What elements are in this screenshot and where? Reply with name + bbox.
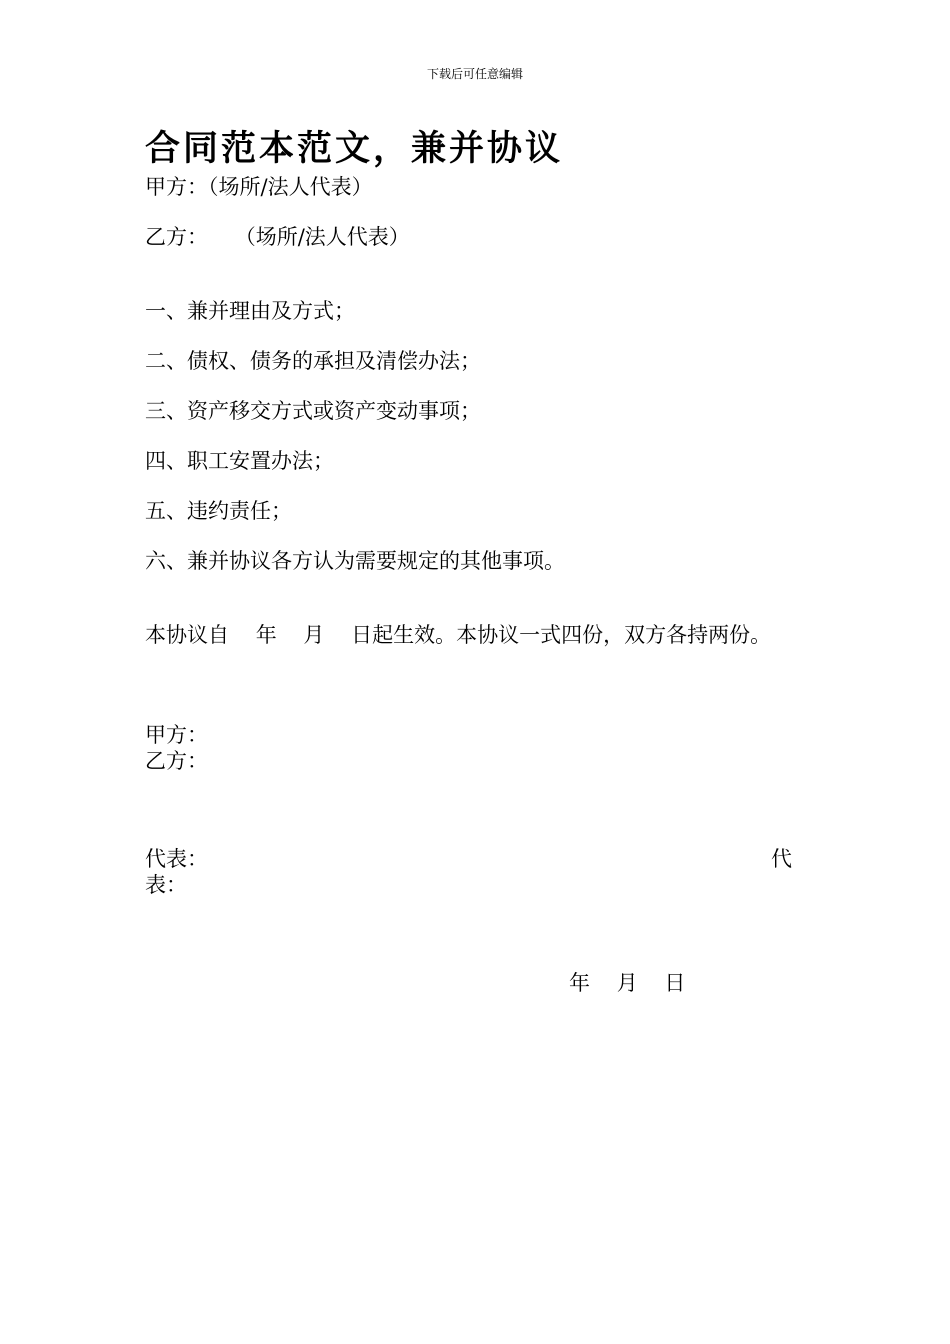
header-note: 下载后可任意编辑 xyxy=(426,67,523,81)
clause-item: 五、违约责任； xyxy=(145,499,292,523)
effective-clause: 本协议自 年 月 日起生效。本协议一式四份，双方各持两份。 xyxy=(145,623,772,647)
party-b-line: 乙方： （场所/法人代表） xyxy=(145,225,410,249)
signature-date: 年 月 日 xyxy=(569,971,686,995)
party-a-line: 甲方：（场所/法人代表） xyxy=(145,175,373,199)
document-title: 合同范本范文，兼并协议 xyxy=(145,129,564,169)
clause-item: 三、资产移交方式或资产变动事项； xyxy=(145,399,481,423)
signature-party-a: 甲方： xyxy=(145,723,208,747)
representative-b-label-start: 代 xyxy=(771,847,792,871)
representative-b-label-end: 表： xyxy=(145,873,187,897)
clause-item: 二、债权、债务的承担及清偿办法； xyxy=(145,349,481,373)
clause-item: 四、职工安置办法； xyxy=(145,449,334,473)
clause-item: 一、兼并理由及方式； xyxy=(145,299,355,323)
signature-party-b: 乙方： xyxy=(145,749,208,773)
representative-a-label: 代表： xyxy=(145,847,208,871)
clause-item: 六、兼并协议各方认为需要规定的其他事项。 xyxy=(145,549,565,573)
